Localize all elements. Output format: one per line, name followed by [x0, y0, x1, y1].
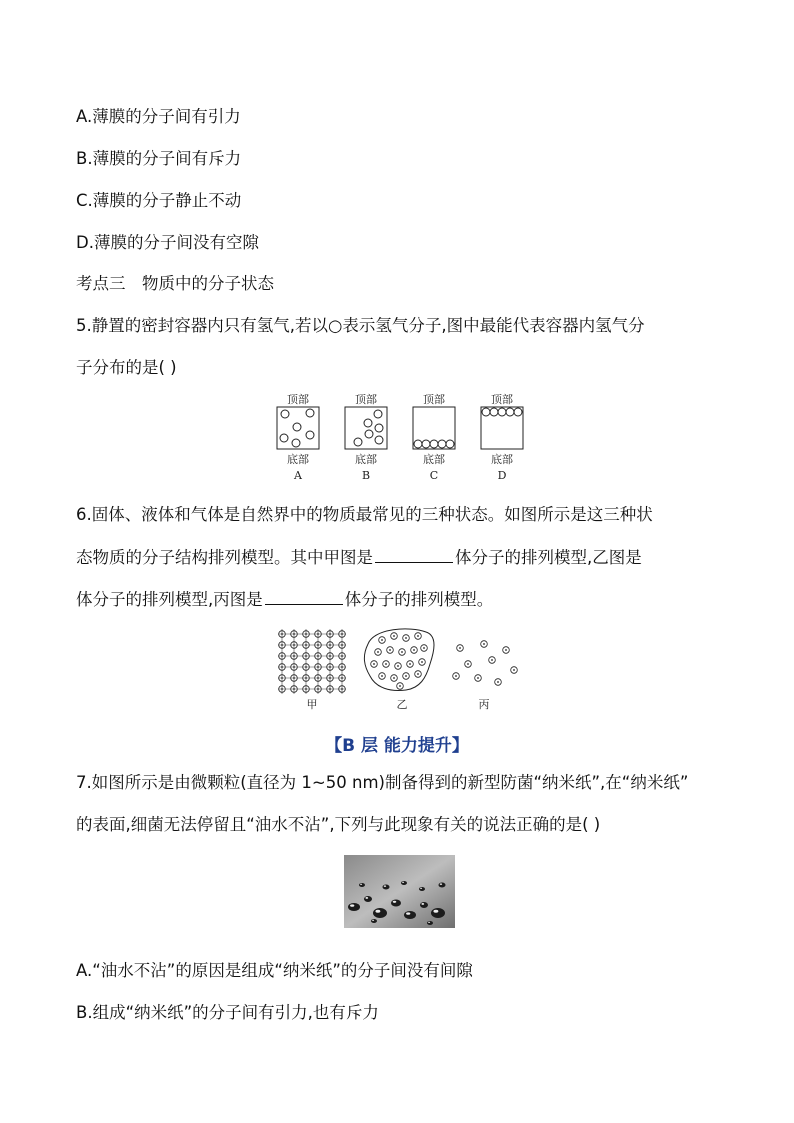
q6-question-line3 — [76, 588, 493, 611]
molecule-icon — [495, 679, 502, 686]
molecule-icon — [374, 410, 382, 418]
q4-option-d: D.薄膜的分子间没有空隙 — [76, 233, 259, 252]
q6-text-3a: 体分子的排列模型,丙图是 — [76, 590, 263, 609]
molecule-icon — [371, 661, 378, 668]
q5-letter-d: D — [497, 469, 507, 482]
molecule-icon — [407, 661, 414, 668]
section-b-title: 【B 层 能力提升】 — [325, 736, 469, 756]
molecule-icon — [387, 647, 394, 654]
water-drop-icon — [373, 908, 387, 918]
molecule-icon — [293, 423, 301, 431]
molecule-icon — [475, 675, 482, 682]
q5-letter-a: A — [294, 469, 302, 482]
molecule-icon — [414, 440, 422, 448]
molecule-icon — [430, 440, 438, 448]
q5-top-label-a: 顶部 — [287, 393, 309, 406]
molecule-icon — [465, 661, 472, 668]
molecule-icon — [395, 663, 402, 670]
q6-figure — [270, 624, 530, 716]
solid-lattice — [278, 629, 346, 694]
water-drop-icon — [391, 900, 401, 907]
water-drop-icon — [359, 883, 365, 887]
molecule-icon — [391, 675, 398, 682]
q6-question-line1: 6.固体、液体和气体是自然界中的物质最常见的三种状态。如图所示是这三种状 — [76, 505, 653, 524]
molecule-icon — [354, 438, 362, 446]
molecule-icon — [419, 659, 426, 666]
molecule-icon — [511, 667, 518, 674]
molecule-icon — [403, 635, 410, 642]
molecule-icon — [375, 436, 383, 444]
q7-option-b: B.组成“纳米纸”的分子间有引力,也有斥力 — [76, 1003, 379, 1022]
water-drop-icon — [439, 883, 446, 888]
liquid-outline — [364, 629, 434, 691]
molecule-icon — [399, 649, 406, 656]
water-drop-icon — [420, 902, 428, 908]
molecule-icon — [306, 431, 314, 439]
molecule-icon — [364, 419, 372, 427]
answer-blank-1[interactable] — [375, 546, 453, 563]
answer-blank-3[interactable] — [265, 588, 343, 605]
q5-letter-c: C — [429, 469, 439, 482]
q5-container-a — [277, 407, 319, 449]
molecule-icon — [403, 673, 410, 680]
q5-bottom-label-c: 底部 — [423, 453, 445, 466]
molecule-icon — [281, 410, 289, 418]
q5-container-d — [481, 407, 523, 449]
molecule-icon — [503, 647, 510, 654]
water-drop-icon — [383, 885, 390, 890]
q7-question-line2: 的表面,细菌无法停留且“油水不沾”,下列与此现象有关的说法正确的是( ) — [76, 815, 601, 834]
gas-molecules — [453, 641, 518, 686]
water-drop-icon — [419, 887, 425, 891]
section3-title: 考点三 物质中的分子状态 — [76, 274, 274, 293]
q4-option-b: B.薄膜的分子间有斥力 — [76, 149, 242, 168]
q6-question-line2 — [76, 546, 642, 569]
molecule-icon — [375, 424, 383, 432]
q5-bottom-label-a: 底部 — [287, 453, 309, 466]
molecule-icon — [415, 633, 422, 640]
q5-top-label-b: 顶部 — [355, 393, 377, 406]
q5-bottom-label-d: 底部 — [491, 453, 513, 466]
water-drop-icon — [371, 919, 377, 923]
molecule-icon — [379, 673, 386, 680]
q6-text-2b: 体分子的排列模型,乙图是 — [455, 548, 642, 567]
q6-label-yi: 乙 — [396, 698, 408, 711]
q5-container-c — [413, 407, 455, 449]
water-drop-icon — [431, 908, 445, 918]
molecule-icon — [375, 649, 382, 656]
q6-label-bing: 丙 — [478, 698, 490, 711]
molecule-icon — [379, 637, 386, 644]
water-drop-icon — [427, 921, 433, 925]
molecule-icon — [421, 645, 428, 652]
molecule-icon — [438, 440, 446, 448]
molecule-icon — [506, 408, 514, 416]
water-drop-icon — [404, 911, 416, 919]
molecule-icon — [446, 440, 454, 448]
molecule-icon — [391, 633, 398, 640]
molecule-icon — [422, 440, 430, 448]
water-drop-icon — [364, 896, 372, 902]
q4-option-a: A.薄膜的分子间有引力 — [76, 107, 241, 126]
q7-option-a: A.“油水不沾”的原因是组成“纳米纸”的分子间没有间隙 — [76, 961, 473, 980]
molecule-icon — [280, 434, 288, 442]
molecule-icon — [481, 641, 488, 648]
q5-top-label-c: 顶部 — [423, 393, 445, 406]
q6-text-2a: 态物质的分子结构排列模型。其中甲图是 — [76, 548, 373, 567]
molecule-icon — [498, 408, 506, 416]
q5-question-line2: 子分布的是( ) — [76, 358, 177, 377]
molecule-icon — [411, 647, 418, 654]
molecule-icon — [489, 657, 496, 664]
q4-option-c: C.薄膜的分子静止不动 — [76, 191, 242, 210]
molecule-icon — [415, 671, 422, 678]
molecule-icon — [397, 683, 404, 690]
molecule-icon — [457, 645, 464, 652]
water-drop-icon — [401, 881, 407, 885]
molecule-icon — [490, 408, 498, 416]
molecule-icon — [383, 661, 390, 668]
liquid-molecules — [371, 633, 428, 690]
molecule-icon — [453, 673, 460, 680]
q5-letter-b: B — [361, 469, 371, 482]
molecule-icon — [482, 408, 490, 416]
molecule-icon — [514, 408, 522, 416]
nano-paper-photo — [344, 855, 455, 928]
q5-top-label-d: 顶部 — [491, 393, 513, 406]
q6-text-3b: 体分子的排列模型。 — [344, 590, 494, 609]
q6-label-jia: 甲 — [306, 698, 318, 711]
q5-bottom-label-b: 底部 — [355, 453, 377, 466]
q5-figure — [270, 392, 530, 484]
molecule-icon — [292, 439, 300, 447]
q5-question-line1: 5.静置的密封容器内只有氢气,若以○表示氢气分子,图中最能代表容器内氢气分 — [76, 316, 645, 335]
molecule-icon — [306, 409, 314, 417]
water-drop-icon — [348, 903, 360, 911]
molecule-icon — [365, 430, 373, 438]
q7-question-line1: 7.如图所示是由微颗粒(直径为 1~50 nm)制备得到的新型防菌“纳米纸”,在“纳米纸” — [76, 773, 689, 792]
q5-container-b — [345, 407, 387, 449]
